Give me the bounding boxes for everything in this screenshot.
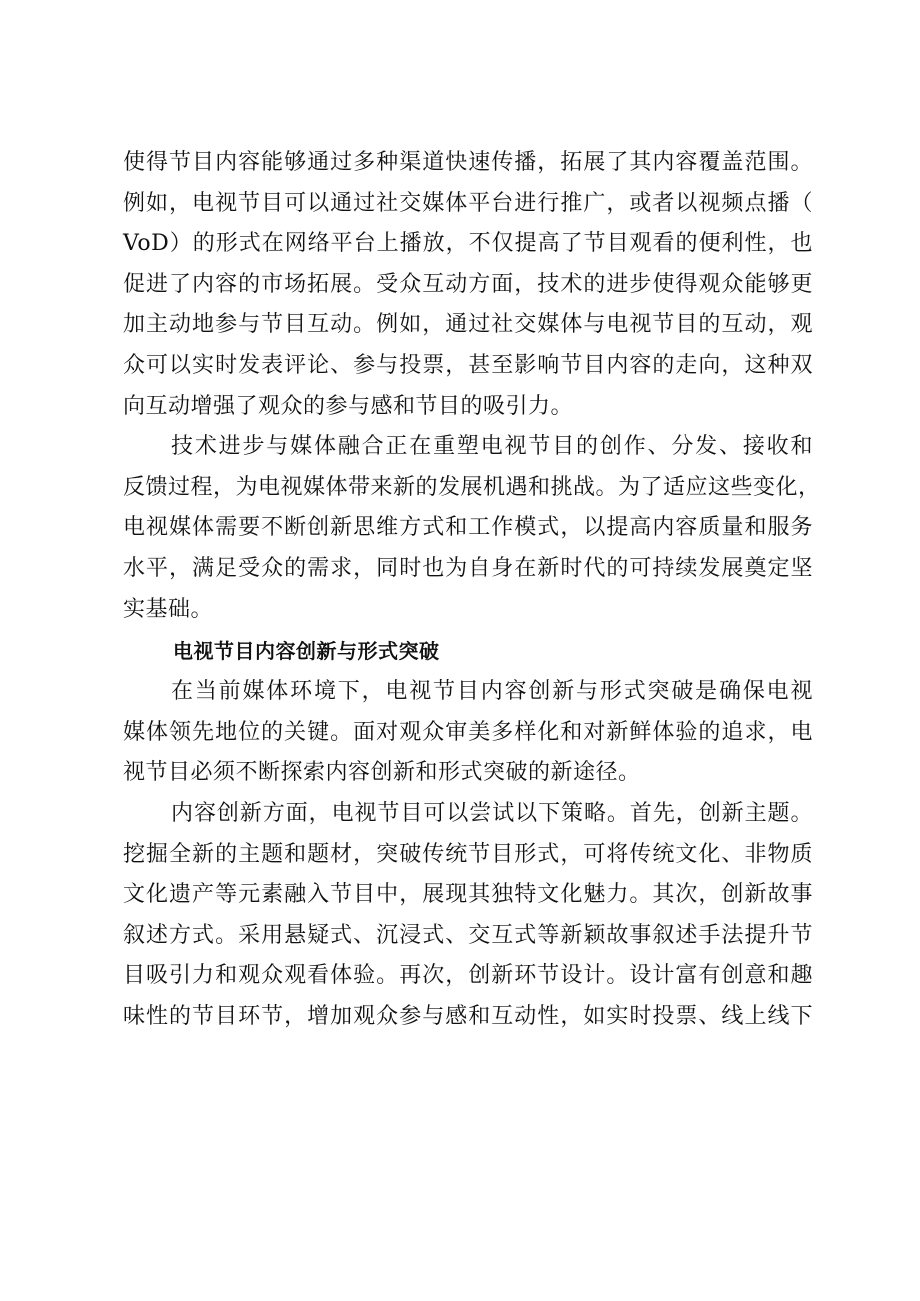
- text-line: 视节目必须不断探索内容创新和形式突破的新途径。: [123, 760, 641, 786]
- text-line: 叙述方式。采用悬疑式、沉浸式、交互式等新颖故事叙述手法提升节: [123, 922, 813, 948]
- paragraph-3: [123, 672, 813, 794]
- document-body: [123, 143, 821, 1037]
- paragraph-2: [123, 427, 821, 630]
- text-line: 加主动地参与节目互动。例如，通过社交媒体与电视节目的互动，观: [123, 312, 813, 338]
- paragraph-1: [123, 143, 813, 427]
- text-line: 媒体领先地位的关键。面对观众审美多样化和对新鲜体验的追求，电: [123, 719, 813, 745]
- text-line: 味性的节目环节，增加观众参与感和互动性，如实时投票、线上线下: [123, 1003, 813, 1029]
- text-line: 使得节目内容能够通过多种渠道快速传播，拓展了其内容覆盖范围。: [123, 150, 813, 175]
- text-line: 挖掘全新的主题和题材，突破传统节目形式，可将传统文化、非物质: [123, 841, 813, 867]
- text-line: 技术进步与媒体融合正在重塑电视节目的创作、分发、接收和: [171, 434, 813, 460]
- text-line: 促进了内容的市场拓展。受众互动方面，技术的进步使得观众能够更: [123, 271, 813, 297]
- text-line: 文化遗产等元素融入节目中，展现其独特文化魅力。其次，创新故事: [123, 882, 813, 908]
- text-line: 反馈过程，为电视媒体带来新的发展机遇和挑战。为了适应这些变化，: [123, 474, 821, 500]
- text-line: 实基础。: [123, 596, 214, 622]
- text-line: 水平，满足受众的需求，同时也为自身在新时代的可持续发展奠定坚: [123, 555, 813, 581]
- text-line: 目吸引力和观众观看体验。再次，创新环节设计。设计富有创意和趣: [123, 963, 813, 989]
- text-line: 内容创新方面，电视节目可以尝试以下策略。首先，创新主题。: [171, 800, 813, 826]
- text-line: 在当前媒体环境下，电视节目内容创新与形式突破是确保电视: [171, 679, 813, 705]
- section-heading: 电视节目内容创新与形式突破: [173, 639, 440, 664]
- paragraph-4: [123, 794, 813, 1038]
- text-line: 众可以实时发表评论、参与投票，甚至影响节目内容的走向，这种双: [123, 352, 813, 378]
- text-line: 电视媒体需要不断创新思维方式和工作模式，以提高内容质量和服务: [123, 515, 813, 541]
- text-line: 向互动增强了观众的参与感和节目的吸引力。: [123, 393, 574, 419]
- text-line: VoD）的形式在网络平台上播放，不仅提高了节目观看的便利性，也: [123, 231, 813, 257]
- text-line: 例如，电视节目可以通过社交媒体平台进行推广，或者以视频点播（: [123, 190, 813, 216]
